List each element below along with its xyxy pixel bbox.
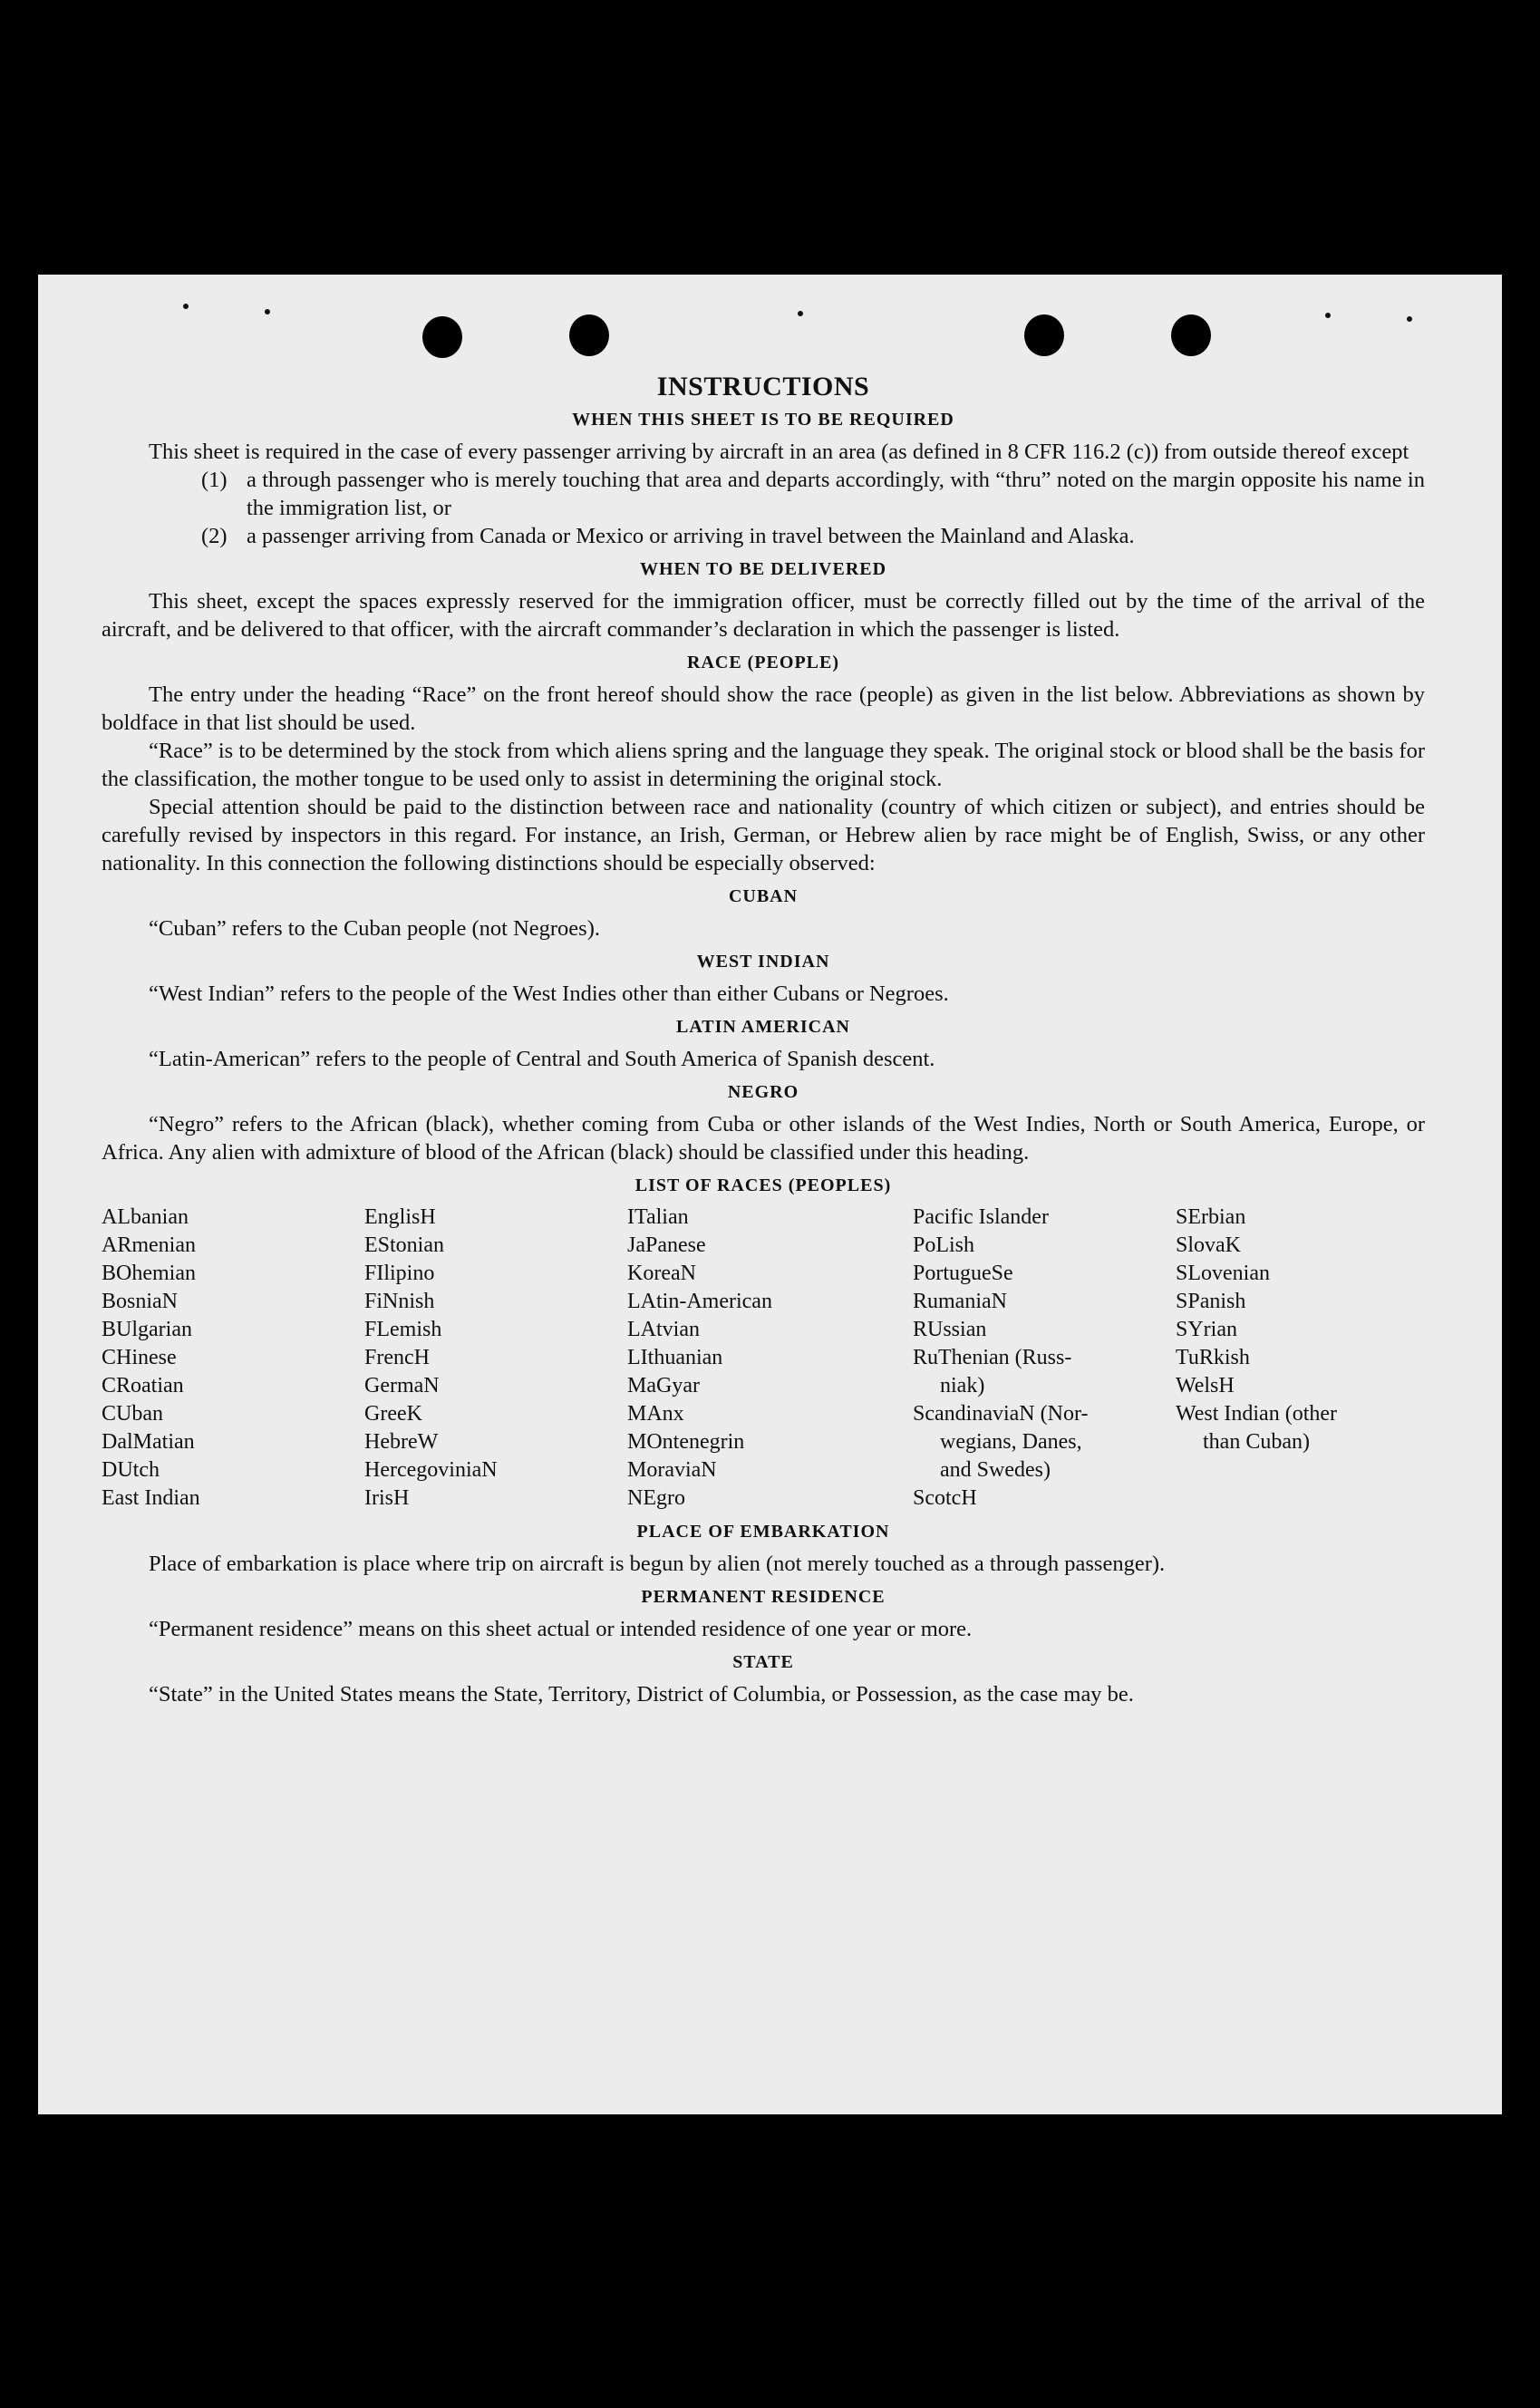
state-text: “State” in the United States means the State, Territory, District of Columbia, or Possession, as the case may be. [149, 1682, 1134, 1707]
race-entry-continued: niak) [940, 1374, 985, 1397]
race-entry: FrencH [364, 1346, 430, 1369]
heading-state: STATE [732, 1652, 794, 1672]
speck [265, 309, 270, 314]
races-column-5 [1176, 1204, 1411, 1513]
heading-race: RACE (PEOPLE) [687, 653, 839, 672]
race-entry: HebreW [364, 1430, 439, 1454]
race-entry: FiNnish [364, 1290, 435, 1313]
race-entry: WelsH [1176, 1374, 1235, 1397]
heading-west-indian: WEST INDIAN [696, 952, 830, 972]
west-indian-text: “West Indian” refers to the people of the West Indies other than either Cubans or Negroes. [149, 982, 949, 1006]
race-entry: MaGyar [627, 1374, 700, 1397]
race-entry: LAtvian [627, 1318, 700, 1341]
race-entry: MOntenegrin [627, 1430, 745, 1454]
race-entry-continued: wegians, Danes, [940, 1430, 1082, 1454]
race-entry: GreeK [364, 1402, 422, 1426]
race-entry: PortugueSe [913, 1262, 1013, 1285]
punch-hole-3 [1024, 314, 1064, 356]
race-entry: BosniaN [102, 1290, 178, 1313]
embarkation-text: Place of embarkation is place where trip on aircraft is begun by alien (not merely touched as a through passenger). [149, 1552, 1166, 1576]
heading-permanent-residence: PERMANENT RESIDENCE [641, 1587, 886, 1607]
punch-hole-1 [422, 316, 462, 358]
exception-number: (2) [201, 524, 228, 548]
race-entry: CRoatian [102, 1374, 184, 1397]
race-entry: CHinese [102, 1346, 177, 1369]
races-column-3 [627, 1204, 913, 1513]
document-sheet [38, 275, 1502, 2114]
heading-required: WHEN THIS SHEET IS TO BE REQUIRED [572, 410, 954, 430]
race-entry: ScandinaviaN (Nor- [913, 1402, 1089, 1426]
exception-item [102, 466, 1425, 522]
required-intro: This sheet is required in the case of every passenger arriving by aircraft in an area (as defined in 8 CFR 116.2 (c)) from outside thereof except [149, 440, 1409, 464]
race-entry: SYrian [1176, 1318, 1237, 1341]
races-list [102, 1204, 1425, 1513]
heading-cuban: CUBAN [728, 886, 799, 906]
race-entry: TuRkish [1176, 1346, 1250, 1369]
heading-latin-american: LATIN AMERICAN [676, 1017, 850, 1037]
race-entry: DUtch [102, 1458, 160, 1482]
race-entry: West Indian (other [1176, 1402, 1338, 1426]
speck [183, 304, 189, 309]
race-entry: SPanish [1176, 1290, 1246, 1313]
race-entry: CUban [102, 1402, 163, 1426]
race-entry: Pacific Islander [913, 1205, 1049, 1229]
races-column-1 [102, 1204, 364, 1513]
speck [1325, 313, 1331, 318]
race-entry: ITalian [627, 1205, 689, 1229]
race-paragraph-2: “Race” is to be determined by the stock from which aliens spring and the language they speak. The original stock or blood shall be the basis for the classification, the mother tongue to be used only to assist in determining the original stock. [102, 739, 1425, 791]
race-entry: HercegoviniaN [364, 1458, 498, 1482]
race-entry: ARmenian [102, 1233, 196, 1257]
heading-negro: NEGRO [727, 1082, 799, 1102]
races-column-4 [913, 1204, 1176, 1513]
latin-american-text: “Latin-American” refers to the people of Central and South America of Spanish descent. [149, 1047, 935, 1071]
instructions-content [102, 372, 1425, 1708]
races-column-2 [364, 1204, 627, 1513]
race-entry: DalMatian [102, 1430, 195, 1454]
speck [1407, 316, 1412, 322]
race-entry: LAtin-American [627, 1290, 772, 1313]
race-entry: FIlipino [364, 1262, 435, 1285]
exception-text: a through passenger who is merely touching that area and departs accordingly, with “thru” noted on the margin opposite his name in the immigration list, or [247, 468, 1425, 520]
race-entry: KoreaN [627, 1262, 696, 1285]
delivered-text: This sheet, except the spaces expressly reserved for the immigration officer, must be correctly filled out by the time of the arrival of the aircraft, and be delivered to that officer, with the aircraft commander’s declaration in which the passenger is listed. [102, 589, 1425, 642]
heading-embarkation: PLACE OF EMBARKATION [636, 1522, 890, 1542]
race-entry: EStonian [364, 1233, 444, 1257]
race-entry: SlovaK [1176, 1233, 1241, 1257]
race-entry: BOhemian [102, 1262, 196, 1285]
race-entry: SErbian [1176, 1205, 1246, 1229]
race-entry: FLemish [364, 1318, 442, 1341]
race-entry: JaPanese [627, 1233, 706, 1257]
exception-text: a passenger arriving from Canada or Mexico or arriving in travel between the Mainland and Alaska. [247, 524, 1135, 548]
race-entry: ALbanian [102, 1205, 189, 1229]
page-title: INSTRUCTIONS [656, 372, 870, 401]
race-entry: ScotcH [913, 1486, 977, 1510]
race-paragraph-3: Special attention should be paid to the distinction between race and nationality (country of which citizen or subject), and entries should be carefully revised by inspectors in this regard. For instance, an Irish, German, or Hebrew alien by race might be of English, Swiss, or any other nationality. In this connection the following distinctions should be especially observed: [102, 795, 1425, 875]
race-entry: RUssian [913, 1318, 987, 1341]
race-entry: GermaN [364, 1374, 440, 1397]
negro-text: “Negro” refers to the African (black), whether coming from Cuba or other islands of the West Indies, North or South America, Europe, or Africa. Any alien with admixture of blood of the African (black) should be classified under this heading. [102, 1112, 1425, 1165]
race-entry: SLovenian [1176, 1262, 1270, 1285]
punch-hole-4 [1171, 314, 1211, 356]
heading-delivered: WHEN TO BE DELIVERED [639, 559, 887, 579]
residence-text: “Permanent residence” means on this sheet actual or intended residence of one year or more. [149, 1617, 973, 1641]
exception-item [102, 522, 1425, 550]
race-entry: MAnx [627, 1402, 684, 1426]
race-entry: RumaniaN [913, 1290, 1007, 1313]
punch-hole-2 [569, 314, 609, 356]
race-entry: EnglisH [364, 1205, 436, 1229]
race-paragraph-1: The entry under the heading “Race” on the front hereof should show the race (people) as given in the list below. Abbreviations as shown by boldface in that list should be used. [102, 682, 1425, 735]
race-entry-continued: than Cuban) [1203, 1430, 1310, 1454]
race-entry: RuThenian (Russ- [913, 1346, 1072, 1369]
race-entry: BUlgarian [102, 1318, 192, 1341]
race-entry: IrisH [364, 1486, 410, 1510]
race-entry: PoLish [913, 1233, 975, 1257]
race-entry: NEgro [627, 1486, 685, 1510]
exception-number: (1) [201, 468, 228, 492]
race-entry: LIthuanian [627, 1346, 723, 1369]
race-entry-continued: and Swedes) [940, 1458, 1051, 1482]
race-entry: MoraviaN [627, 1458, 717, 1482]
speck [798, 311, 803, 316]
heading-list-of-races: LIST OF RACES (PEOPLES) [634, 1175, 892, 1195]
cuban-text: “Cuban” refers to the Cuban people (not Negroes). [149, 916, 600, 941]
race-entry: East Indian [102, 1486, 200, 1510]
